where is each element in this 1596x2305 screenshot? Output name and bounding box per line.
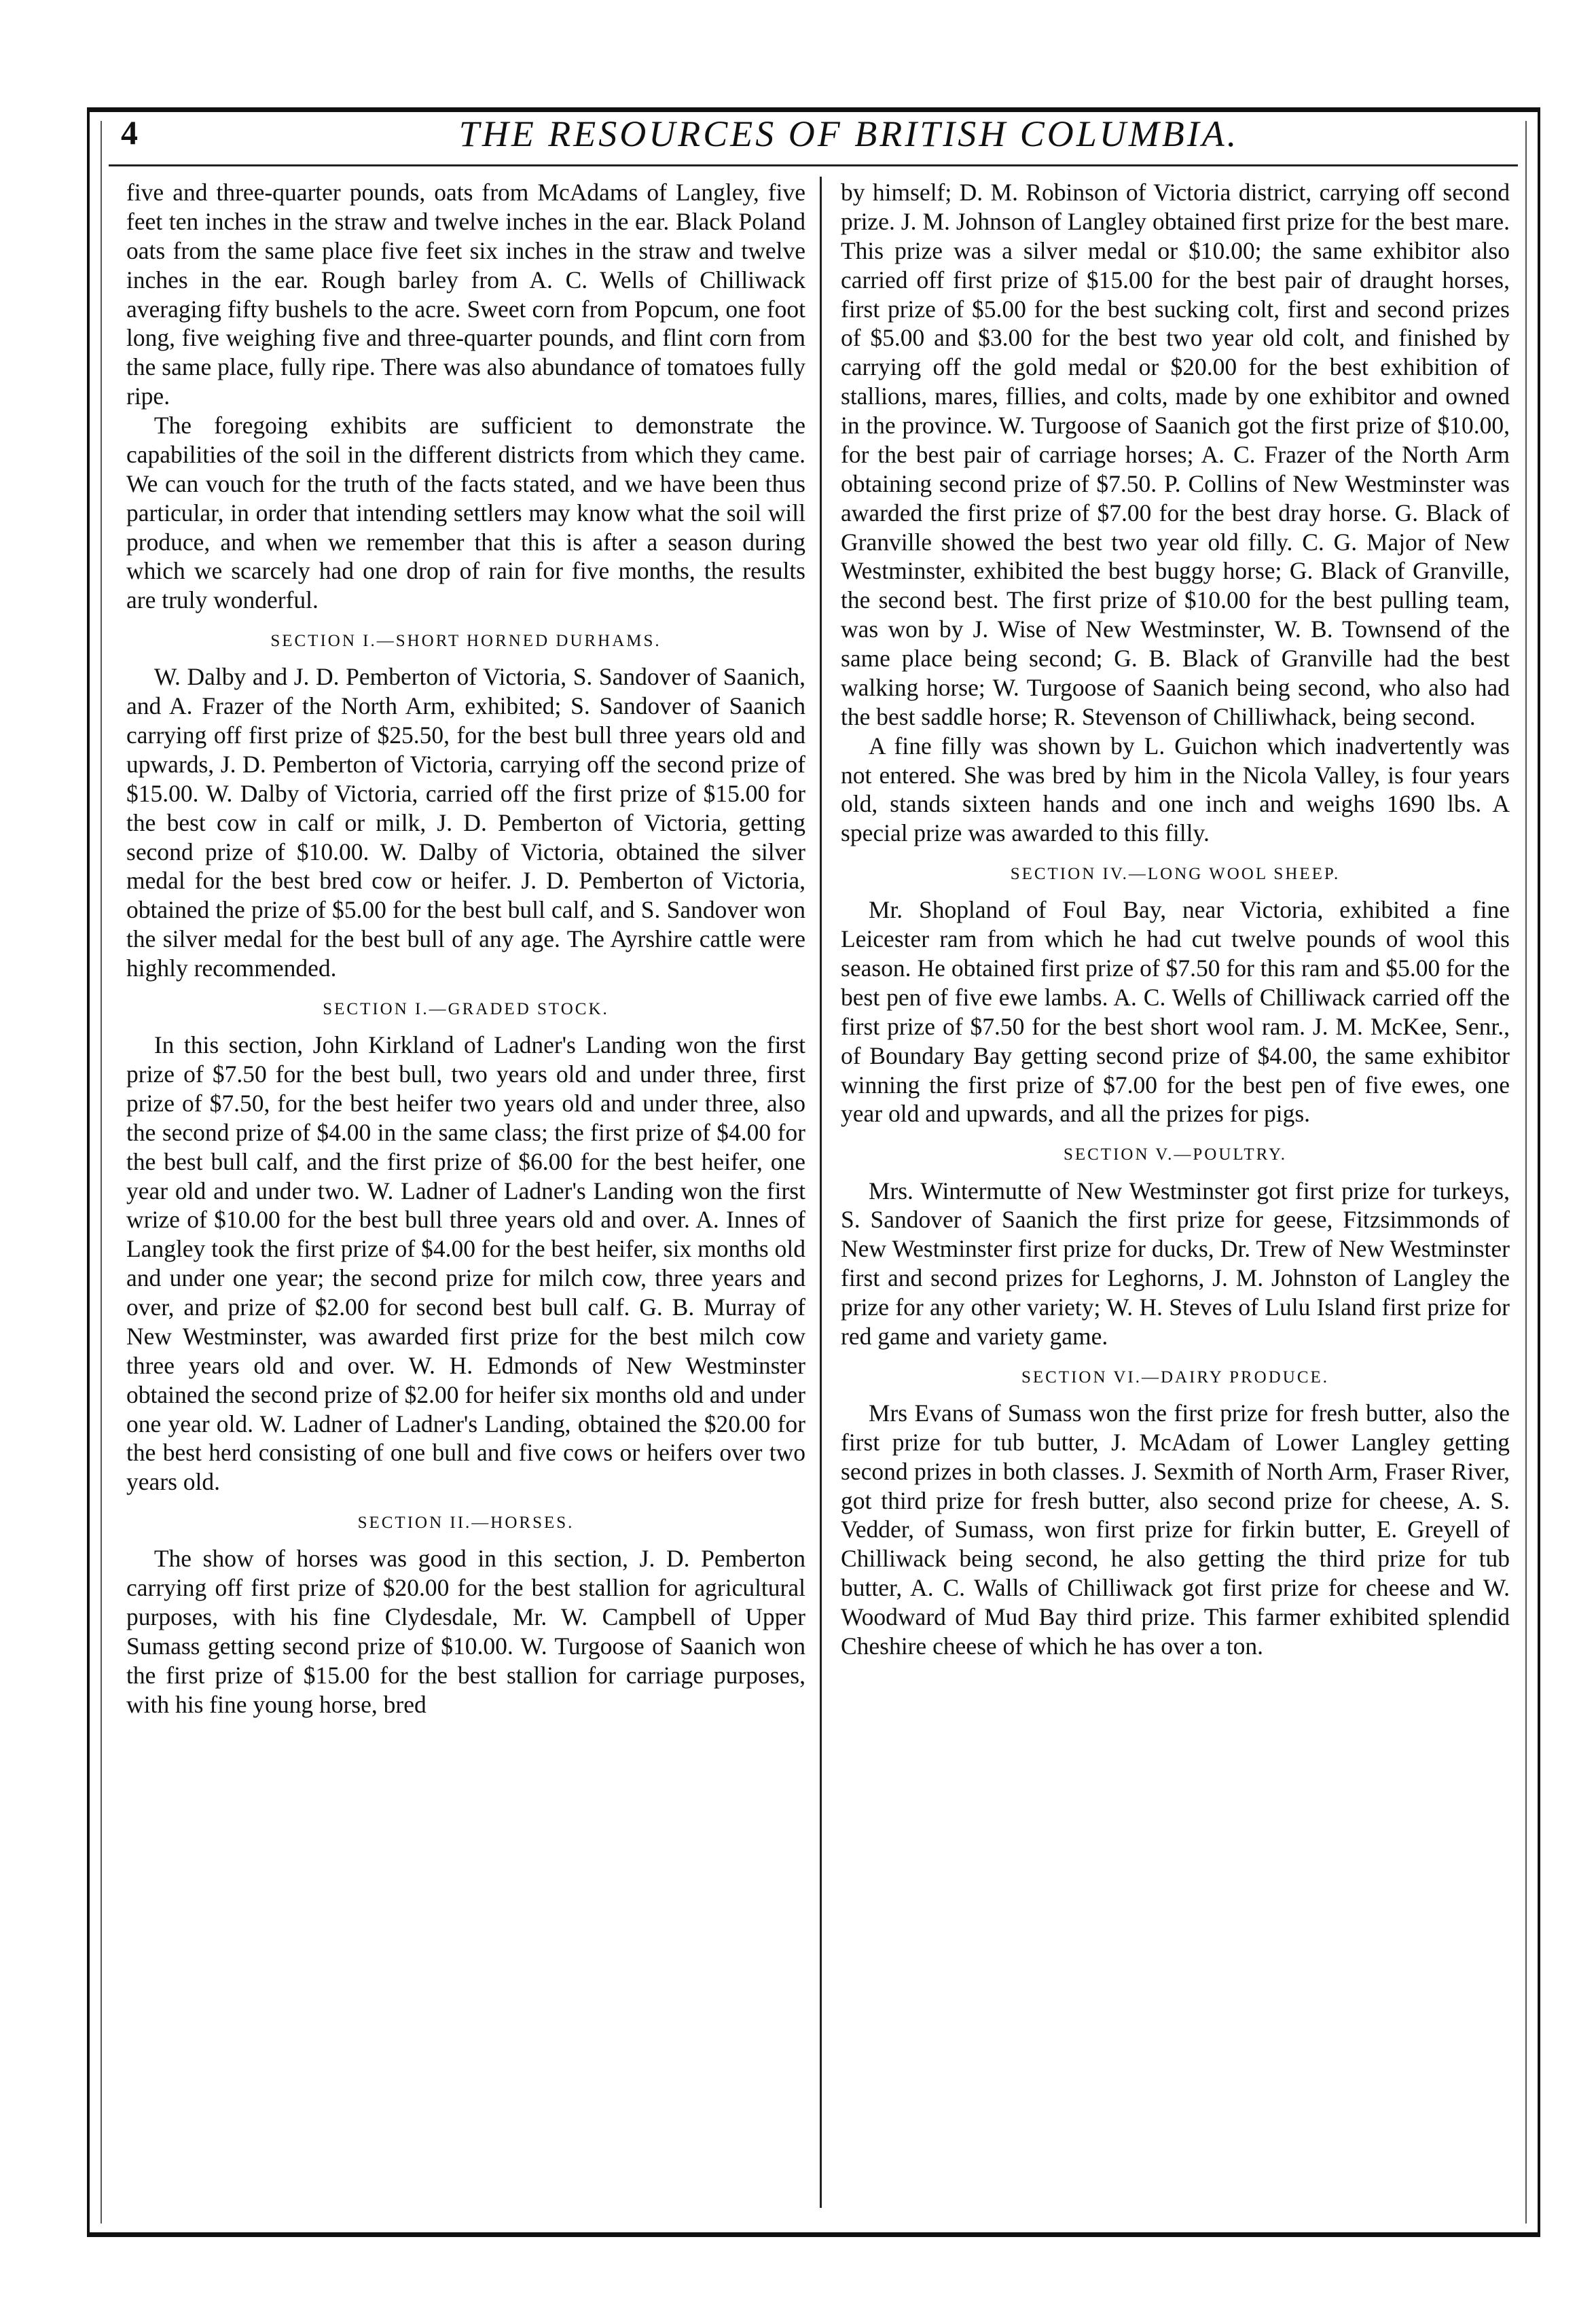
section-heading-long-wool-sheep: SECTION IV.—LONG WOOL SHEEP. (1010, 865, 1341, 884)
header-rule (109, 164, 1518, 166)
paragraph-horses: The show of horses was good in this section, J. D. Pemberton carrying off first prize of $20.00 for the best stallion for agricultural purposes, with his fine Clydesdale, Mr. W. Campbell of Upper Sumass getting second prize of $10.00. W. Turgoose of Saanich won the first prize of $15.00 for the best stallion for carriage purposes, with his fine young horse, bred (126, 1545, 805, 1718)
paragraph-graded-stock: In this section, John Kirkland of Ladner's Landing won the first prize of $7.50 for the best bull, two years old and under three, first prize of $7.50, for the best heifer two years old and under three, also the second prize of $4.00 in the same class; the first prize of $4.00 for the best bull calf, and the first prize of $6.00 for the best heifer, one year old and under two. W. Ladner of Ladner's Landing won the first wrize of $10.00 for the best bull three years old and over. A. Innes of Langley took the first prize of $4.00 for the best heifer, six months old and under one year; the second prize for milch cow, three years and over, and prize of $2.00 for second best bull calf. G. B. Murray of New Westminster, was awarded first prize for the best milch cow three years old and over. W. H. Edmonds of New Westminster obtained the second prize of $2.00 for heifer six months old and under one year old. W. Ladner of Ladner's Landing, obtained the $20.00 for the best herd consisting of one bull and five cows or heifers over two years old. (126, 1031, 805, 1496)
section-heading-poultry: SECTION V.—POULTRY. (1063, 1145, 1288, 1164)
paragraph-crops-continued: five and three-quarter pounds, oats from McAdams of Langley, five feet ten inches in the straw and twelve inches in the ear. Black Poland oats from the same place five feet six inches in the straw and twelve inches in the ear. Rough barley from A. C. Wells of Chilliwack averaging fifty bushels to the acre. Sweet corn from Popcum, one foot long, five weighing five and three-quarter pounds, and flint corn from the same place, fully ripe. There was also abundance of tomatoes fully ripe. (126, 179, 805, 410)
column-divider (820, 177, 822, 2208)
left-column (126, 178, 805, 2216)
running-title: THE RESOURCES OF BRITISH COLUMBIA. (458, 113, 1239, 154)
paragraph-durhams: W. Dalby and J. D. Pemberton of Victoria, S. Sandover of Saanich, and A. Frazer of the North Arm, exhibited; S. Sandover of Saanich carrying off first prize of $25.50, for the best bull three years old and upwards, J. D. Pemberton of Victoria, carrying off the second prize of $15.00. W. Dalby of Victoria, carried off the first prize of $15.00 for the best cow in calf or milk, J. D. Pemberton of Victoria, getting second prize of $10.00. W. Dalby of Victoria, obtained the silver medal for the best bred cow or heifer. J. D. Pemberton of Victoria, obtained the prize of $5.00 for the best bull calf, and S. Sandover won the silver medal for the best bull of any age. The Ayrshire cattle were highly recommended. (126, 663, 805, 982)
paragraph-horses-continued: by himself; D. M. Robinson of Victoria district, carrying off second prize. J. M. Johnson of Langley obtained first prize for the best mare. This prize was a silver medal or $10.00; the same exhibitor also carried off first prize of $15.00 for the best pair of draught horses, first prize of $5.00 for the best sucking colt, first and second prizes of $5.00 and $3.00 for the best two year old colt, and finished by carrying off the gold medal or $20.00 for the best exhibition of stallions, mares, fillies, and colts, made by one exhibitor and owned in the province. W. Turgoose of Saanich got the first prize of $10.00, for the best pair of carriage horses; A. C. Frazer of the North Arm obtaining second prize of $7.50. P. Collins of New Westminster was awarded the first prize of $7.00 for the best dray horse. G. Black of Granville showed the best two year old filly. C. G. Major of New Westminster, exhibited the best buggy horse; G. Black of Granville, the second best. The first prize of $10.00 for the best pulling team, was won by J. Wise of New Westminster, W. B. Townsend of the same place being second; G. B. Black of Granville had the best walking horse; W. Turgoose of Saanich being second, who also had the best saddle horse; R. Stevenson of Chilliwhack, being second. (841, 179, 1510, 730)
right-column (841, 178, 1510, 2216)
section-heading-short-horned-durhams: SECTION I.—SHORT HORNED DURHAMS. (270, 632, 661, 651)
paragraph-dairy: Mrs Evans of Sumass won the first prize for fresh butter, also the first prize for tub butter, J. McAdam of Lower Langley getting second prizes in both classes. J. Sexmith of North Arm, Fraser River, got third prize for fresh butter, also second prize for cheese, A. S. Vedder, of Sumass, won first prize for firkin butter, E. Greyell of Chilliwack being second, he also getting the third prize for tub butter, A. C. Walls of Chilliwack got first prize for cheese and W. Woodward of Mud Bay third prize. This farmer exhibited splendid Cheshire cheese of which he has over a ton. (841, 1399, 1510, 1660)
page-number: 4 (121, 113, 138, 151)
section-heading-graded-stock: SECTION I.—GRADED STOCK. (323, 999, 609, 1018)
paragraph-exhibits-summary: The foregoing exhibits are sufficient to demonstrate the capabilities of the soil in the different districts from which they came. We can vouch for the truth of the facts stated, and we have been thus particular, in order that intending settlers may know what the soil will produce, and when we remember that this is after a season during which we scarcely had one drop of rain for five months, the results are truly wonderful. (126, 412, 805, 614)
paragraph-poultry: Mrs. Wintermutte of New Westminster got first prize for turkeys, S. Sandover of Saanich the first prize for geese, Fitzsimmonds of New Westminster first prize for ducks, Dr. Trew of New Westminster first and second prizes for Leghorns, J. M. Johnston of Langley the prize for any other variety; W. H. Steves of Lulu Island first prize for red game and variety game. (841, 1177, 1510, 1350)
paragraph-sheep: Mr. Shopland of Foul Bay, near Victoria, exhibited a fine Leicester ram from which he had cut twelve pounds of wool this season. He obtained first prize of $7.50 for this ram and $5.00 for the best pen of five ewe lambs. A. C. Wells of Chilliwack carried off the first prize of $7.50 for the best short wool ram. J. M. McKee, Senr., of Boundary Bay getting second prize of $4.00, the same exhibitor winning the first prize of $7.00 for the best pen of five ewes, one year old and upwards, and all the prizes for pigs. (841, 896, 1510, 1128)
paragraph-filly: A fine filly was shown by L. Guichon which inadvertently was not entered. She was bred by him in the Nicola Valley, is four years old, stands sixteen hands and one inch and weighs 1690 lbs. A special prize was awarded to this filly. (841, 732, 1510, 847)
section-heading-horses: SECTION II.—HORSES. (357, 1514, 575, 1533)
section-heading-dairy-produce: SECTION VI.—DAIRY PRODUCE. (1021, 1368, 1330, 1387)
